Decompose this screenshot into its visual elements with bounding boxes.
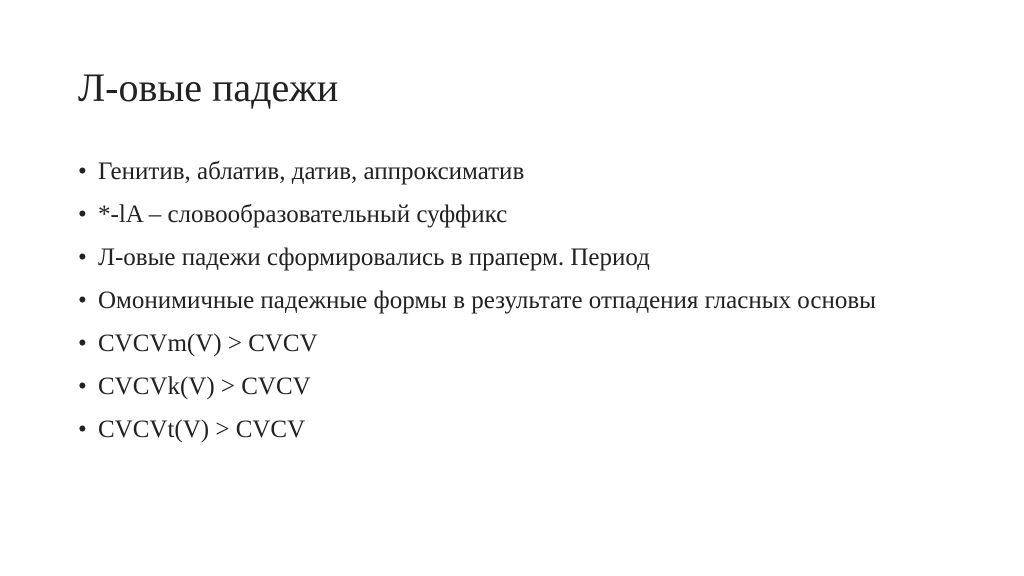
bullet-item-1 (78, 156, 958, 187)
bullet-text-1: Генитив, аблатив, датив, аппроксиматив (98, 158, 525, 185)
bullet-text-6: CVCVk(V) > CVCV (98, 373, 311, 400)
bullet-dot-icon: • (78, 416, 87, 443)
slide-title: Л-овые падежи (78, 65, 339, 110)
bullet-dot-icon: • (78, 201, 87, 228)
bullet-item-7 (78, 414, 958, 445)
bullet-dot-icon: • (78, 330, 87, 357)
bullet-text-5: CVCVm(V) > CVCV (98, 330, 318, 357)
bullet-text-3: Л-овые падежи сформировались в праперм. Период (98, 244, 650, 271)
bullet-dot-icon: • (78, 158, 87, 185)
bullet-item-4 (78, 285, 958, 316)
bullet-dot-icon: • (78, 373, 87, 400)
bullet-item-3 (78, 242, 958, 273)
bullet-text-7: CVCVt(V) > CVCV (98, 416, 306, 443)
bullet-dot-icon: • (78, 287, 87, 314)
bullet-item-2 (78, 199, 958, 230)
bullet-item-6 (78, 371, 958, 402)
bullet-item-5 (78, 328, 958, 359)
bullet-list (78, 156, 958, 457)
bullet-text-2: *-lA – словообразовательный суффикс (98, 201, 508, 228)
bullet-dot-icon: • (78, 244, 87, 271)
bullet-text-4: Омонимичные падежные формы в результате отпадения гласных основы (98, 287, 876, 314)
